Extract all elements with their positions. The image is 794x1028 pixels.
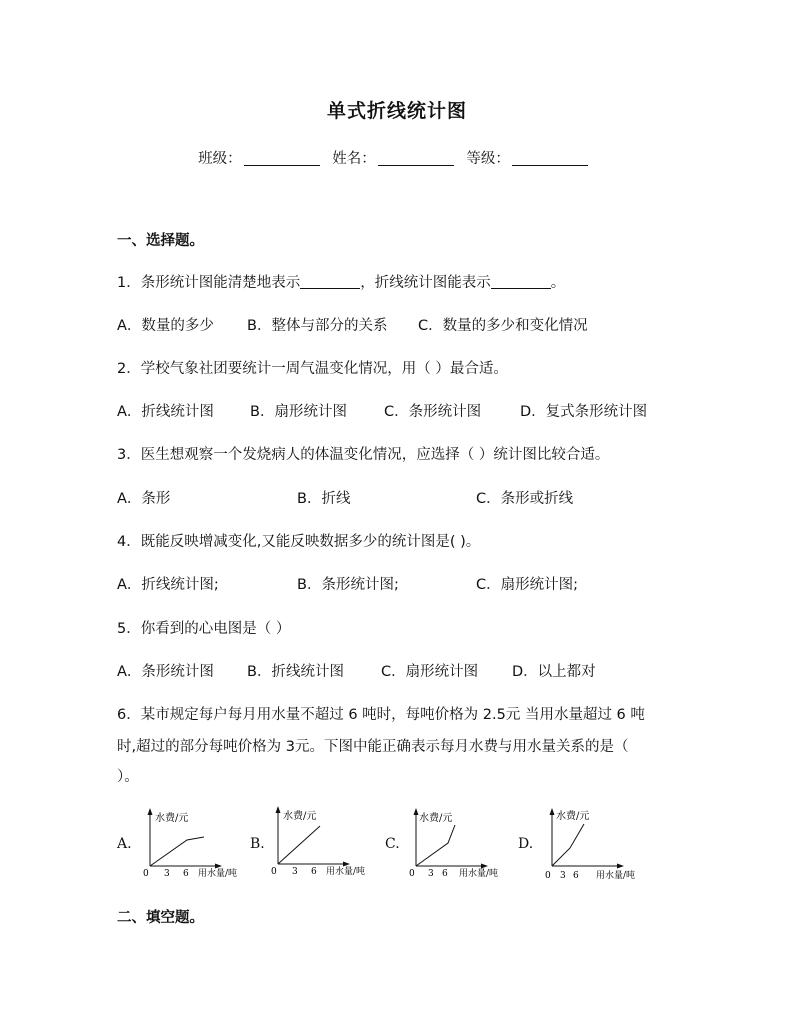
graph-b-ylabel: 水费/元 <box>283 811 317 822</box>
graph-c-xlabel: 用水量/吨 <box>459 869 499 879</box>
graph-a-tick-6: 6 <box>183 869 189 879</box>
question-2: 2．学校气象社团要统计一周气温变化情况，用（ ）最合适。 <box>117 361 508 377</box>
q5-option-b[interactable]: B．折线统计图 <box>247 664 344 680</box>
q3-option-c[interactable]: C．条形或折线 <box>476 491 574 507</box>
graph-c-y-arrow <box>414 808 419 815</box>
question-6-line-2: 时,超过的部分每吨价格为 3元。下图中能正确表示每月水费与用水量关系的是（ <box>117 739 629 755</box>
q1-text-part3: 。 <box>550 275 566 291</box>
grade-blank[interactable] <box>512 151 588 166</box>
q2-option-b[interactable]: B．扇形统计图 <box>250 404 347 420</box>
q4-option-b[interactable]: B．条形统计图; <box>297 577 399 593</box>
graph-b-tick-6: 6 <box>311 867 317 877</box>
graph-a-xlabel: 用水量/吨 <box>198 869 238 879</box>
section-heading-fill: 二、填空题。 <box>117 910 204 926</box>
graph-b-line <box>278 826 320 864</box>
q1-option-c[interactable]: C．数量的多少和变化情况 <box>418 318 588 334</box>
graph-d-line <box>552 824 584 866</box>
graph-d-xlabel: 用水量/吨 <box>596 871 636 881</box>
q1-blank-1[interactable] <box>300 276 360 289</box>
graph-b-letter[interactable]: B. <box>250 836 265 852</box>
graph-c-line <box>416 825 455 866</box>
graph-a-x-arrow <box>215 864 222 869</box>
graph-c[interactable] <box>404 806 514 881</box>
q1-text-part2: ，折线统计图能表示 <box>360 275 491 291</box>
graph-a-letter[interactable]: A. <box>117 836 132 852</box>
graph-b-x-arrow <box>343 862 350 867</box>
q1-text-part1: 1．条形统计图能清楚地表示 <box>117 275 301 291</box>
graph-d-ylabel: 水费/元 <box>556 811 590 822</box>
graph-d[interactable] <box>540 806 650 881</box>
graph-b[interactable] <box>266 804 376 879</box>
graph-d-tick-0: 0 <box>545 871 551 881</box>
graph-d-tick-3: 3 <box>560 871 566 881</box>
section-heading-choice: 一、选择题。 <box>117 233 204 249</box>
graph-c-x-arrow <box>481 864 488 869</box>
q1-option-a[interactable]: A．数量的多少 <box>117 318 214 334</box>
graph-d-y-arrow <box>550 808 555 815</box>
graph-c-tick-3: 3 <box>428 869 434 879</box>
q5-option-c[interactable]: C．扇形统计图 <box>381 664 479 680</box>
graph-a[interactable] <box>138 806 248 881</box>
grade-label: 等级： <box>466 151 510 167</box>
q4-option-a[interactable]: A．折线统计图; <box>117 577 219 593</box>
graph-b-tick-3: 3 <box>292 867 298 877</box>
graph-d-letter[interactable]: D. <box>518 836 534 852</box>
q2-option-a[interactable]: A．折线统计图 <box>117 404 214 420</box>
question-4: 4．既能反映增减变化,又能反映数据多少的统计图是( )。 <box>117 534 481 550</box>
q1-option-b[interactable]: B．整体与部分的关系 <box>247 318 388 334</box>
graph-d-x-arrow <box>617 864 624 869</box>
q3-option-b[interactable]: B．折线 <box>297 491 351 507</box>
graph-a-line <box>150 837 204 866</box>
graph-a-tick-3: 3 <box>164 869 170 879</box>
name-blank[interactable] <box>378 151 454 166</box>
graph-c-tick-6: 6 <box>442 869 448 879</box>
q5-option-a[interactable]: A．条形统计图 <box>117 664 214 680</box>
question-5: 5．你看到的心电图是（ ） <box>117 621 291 637</box>
q1-blank-2[interactable] <box>491 276 551 289</box>
graph-b-xlabel: 用水量/吨 <box>326 867 366 877</box>
graph-c-letter[interactable]: C. <box>385 836 400 852</box>
question-1 <box>117 271 565 292</box>
graph-a-ylabel: 水费/元 <box>155 813 189 824</box>
student-info-row <box>0 147 794 168</box>
q5-option-d[interactable]: D．以上都对 <box>512 664 596 680</box>
graph-d-tick-6: 6 <box>573 871 579 881</box>
graph-c-ylabel: 水费/元 <box>419 813 453 824</box>
question-6-line-3: ）。 <box>117 769 139 785</box>
graph-b-y-arrow <box>276 806 281 813</box>
q2-option-d[interactable]: D．复式条形统计图 <box>520 404 648 420</box>
q4-option-c[interactable]: C．扇形统计图; <box>476 577 579 593</box>
q2-option-c[interactable]: C．条形统计图 <box>384 404 482 420</box>
graph-a-tick-0: 0 <box>143 869 149 879</box>
graph-c-tick-0: 0 <box>409 869 415 879</box>
graph-a-y-arrow <box>148 808 153 815</box>
class-label: 班级： <box>198 151 242 167</box>
question-6-line-1: 6．某市规定每户每月用水量不超过 6 吨时，每吨价格为 2.5元 当用水量超过 6 吨 <box>117 707 645 723</box>
graph-b-tick-0: 0 <box>271 867 277 877</box>
q3-option-a[interactable]: A．条形 <box>117 491 171 507</box>
name-label: 姓名： <box>332 151 376 167</box>
class-blank[interactable] <box>244 151 320 166</box>
question-3: 3．医生想观察一个发烧病人的体温变化情况，应选择（ ）统计图比较合适。 <box>117 447 610 463</box>
page-title: 单式折线统计图 <box>326 100 467 122</box>
